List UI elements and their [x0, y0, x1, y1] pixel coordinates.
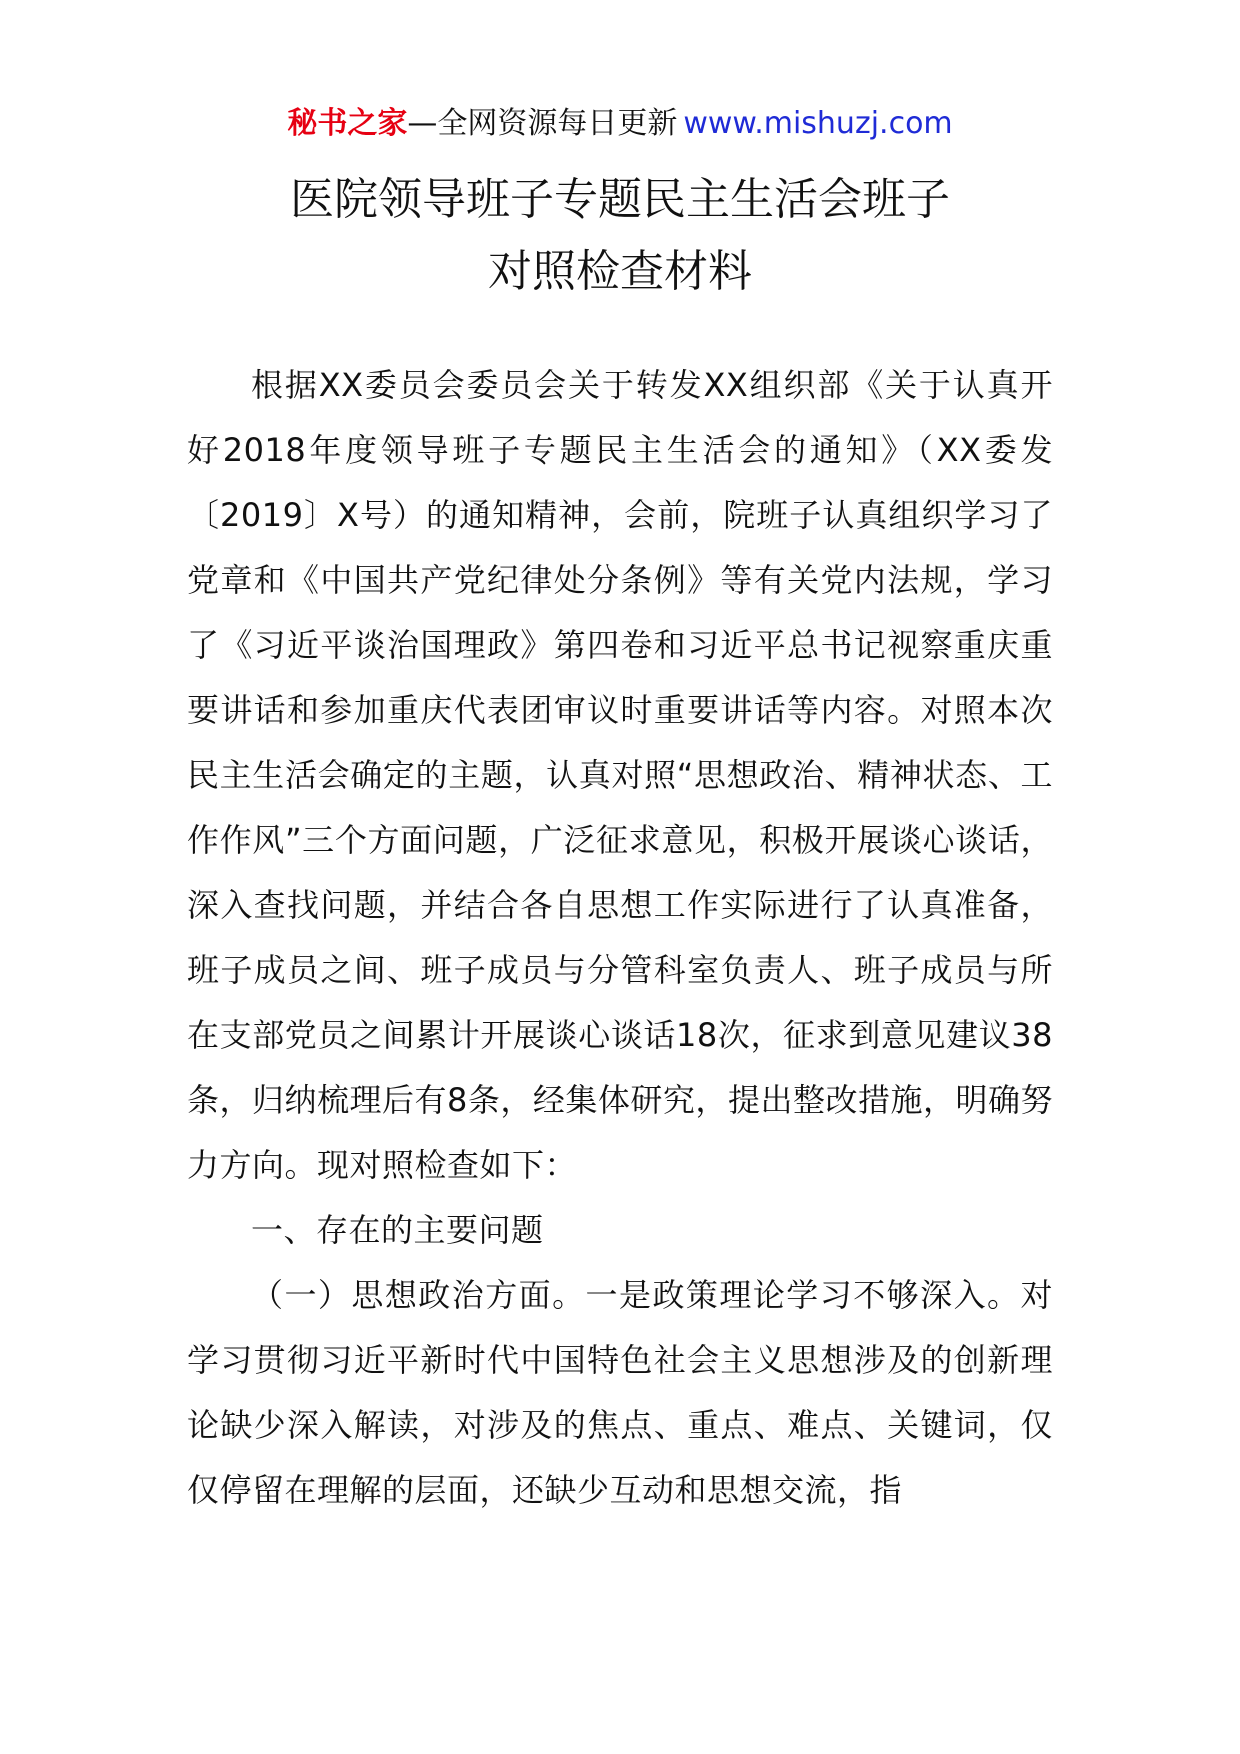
- title-line-2: 对照检查材料: [488, 246, 752, 297]
- section-paragraph: （一）思想政治方面。一是政策理论学习不够深入。对学习贯彻习近平新时代中国特色社会主义思想涉及的创新理论缺少深入解读，对涉及的焦点、重点、难点、关键词，仅仅停留在理解的层面，还缺少互动和思想交流，指: [187, 1276, 1053, 1509]
- section-heading: 一、存在的主要问题: [251, 1211, 544, 1249]
- title-line-1: 医院领导班子专题民主生活会班子: [290, 174, 950, 225]
- brand-name: 秘书之家: [287, 106, 408, 141]
- site-header: [0, 104, 1240, 144]
- header-tagline: —全网资源每日更新: [407, 106, 678, 141]
- site-url-link[interactable]: www.mishuzj.com: [683, 106, 953, 141]
- document-title: [0, 164, 1240, 308]
- document-body: [187, 353, 1053, 1523]
- intro-paragraph: 根据XX委员会委员会关于转发XX组织部《关于认真开好2018年度领导班子专题民主生活会的通知》（XX委发〔2019〕X号）的通知精神，会前，院班子认真组织学习了党章和《中国共产党纪律处分条例》等有关党内法规，学习了《习近平谈治国理政》第四卷和习近平总书记视察重庆重要讲话和参加重庆代表团审议时重要讲话等内容。对照本次民主生活会确定的主题，认真对照“思想政治、精神状态、工作作风”三个方面问题，广泛征求意见，积极开展谈心谈话，深入查找问题，并结合各自思想工作实际进行了认真准备，班子成员之间、班子成员与分管科室负责人、班子成员与所在支部党员之间累计开展谈心谈话18次，征求到意见建议38条，归纳梳理后有8条，经集体研究，提出整改措施，明确努力方向。现对照检查如下：: [187, 366, 1053, 1184]
